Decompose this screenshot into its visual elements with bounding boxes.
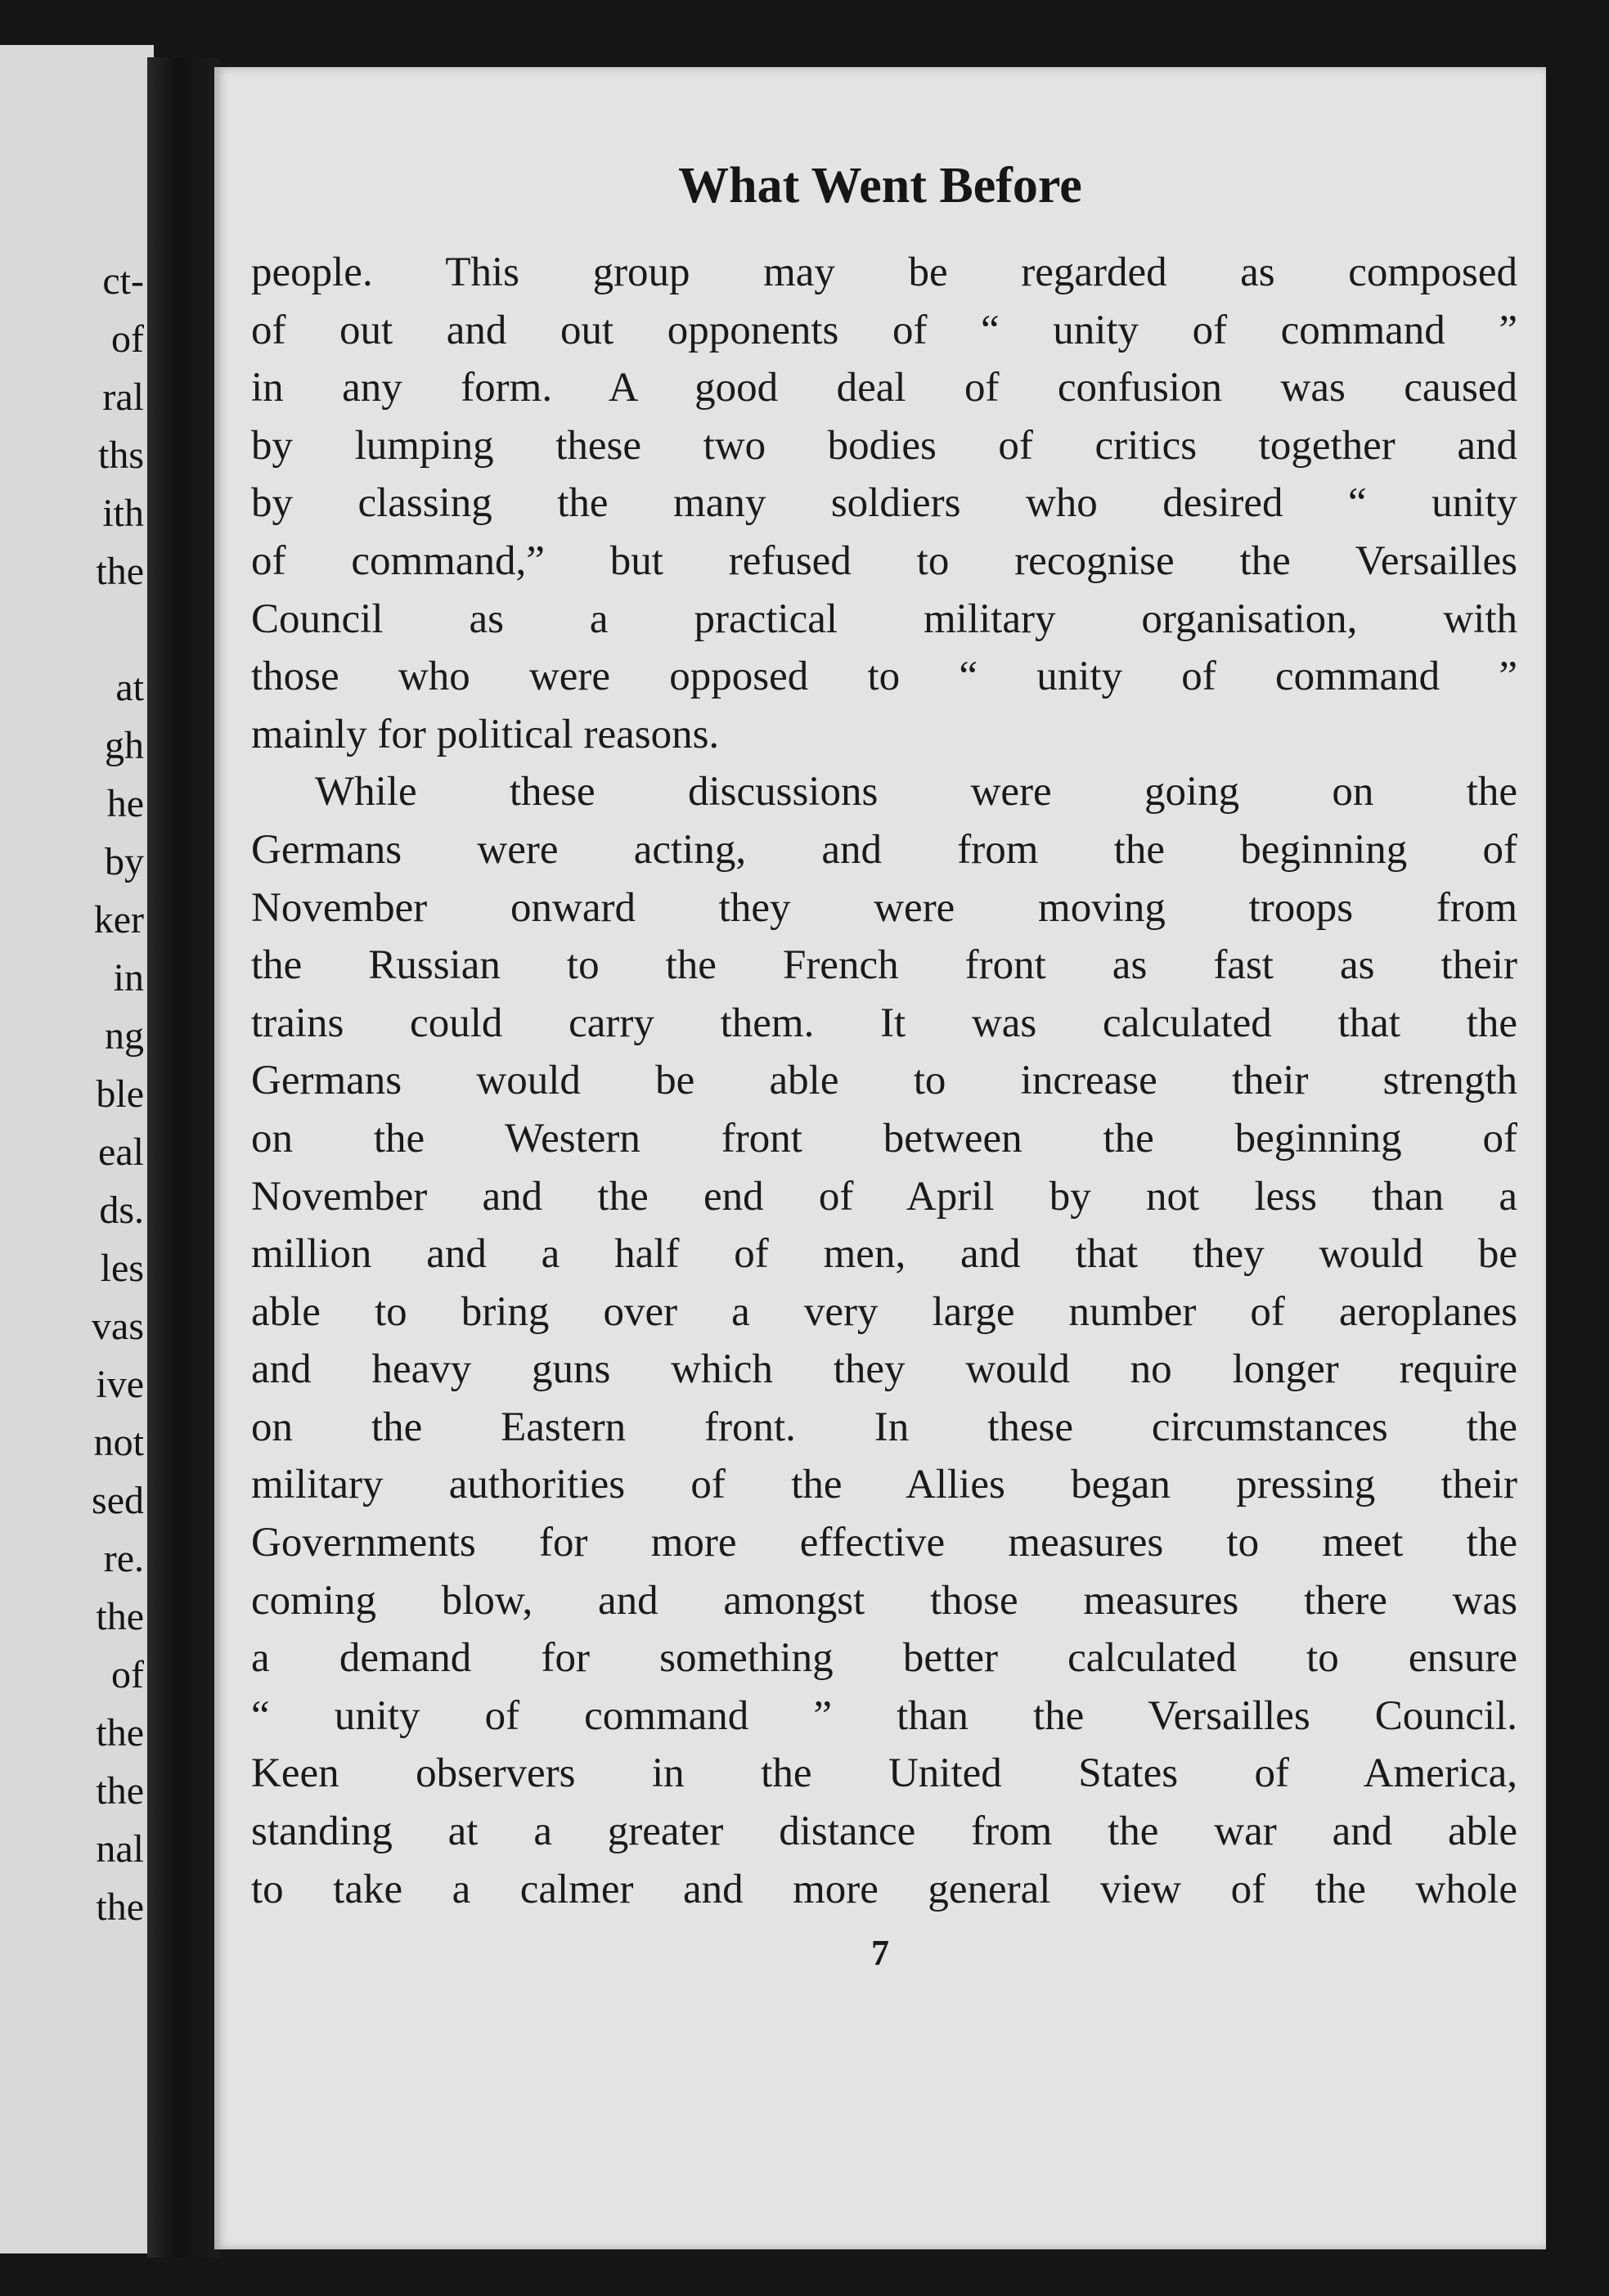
left-page-fragment: ths [97,434,144,477]
text-line: Germans were acting, and from the beginning of [251,826,1517,873]
left-page-fragment: sed [92,1479,144,1522]
text-line: in any form. A good deal of confusion was caused [251,365,1517,411]
text-line: on the Eastern front. In these circumstances the [251,1404,1517,1450]
book-gutter [147,57,219,2258]
left-page-fragment: eal [98,1130,144,1174]
left-page-fragment: re. [103,1537,144,1580]
text-line: people. This group may be regarded as composed [251,249,1517,295]
left-page-fragment: ng [105,1014,144,1058]
left-page-fragment: les [100,1247,144,1290]
text-line: trains could carry them. It was calculated that the [251,1000,1517,1046]
text-line: Germans would be able to increase their strength [251,1058,1517,1104]
left-page-fragment: the [96,1595,144,1638]
left-page-fragment: ds. [99,1188,144,1232]
text-line: standing at a greater distance from the war and able [251,1808,1517,1855]
text-line: November and the end of April by not less than a [251,1173,1517,1220]
left-page-fragment: ct- [102,259,144,303]
left-page-fragment: ble [96,1072,144,1116]
left-page-fragment: ral [102,375,144,419]
left-page-fragment: gh [105,724,144,767]
left-page-fragment: at [115,666,144,709]
text-line: a demand for something better calculated to ensure [251,1635,1517,1682]
right-edge-shadow [1546,57,1609,2266]
text-line: able to bring over a very large number of aeroplanes [251,1288,1517,1335]
text-line: by classing the many soldiers who desired “ unity [251,480,1517,527]
left-page-fragment: by [105,840,144,883]
left-facing-page [0,45,154,2253]
text-line: to take a calmer and more general view of the whole [251,1866,1517,1912]
text-line: coming blow, and amongst those measures there was [251,1577,1517,1624]
left-page-fragment: ith [102,492,144,535]
text-line: November onward they were moving troops from [251,884,1517,931]
text-line: of out and out opponents of “ unity of command ” [251,307,1517,353]
text-line: of command,” but refused to recognise the Versailles [251,537,1517,584]
body-text [251,244,1517,1918]
left-page-fragment: ker [93,898,144,941]
left-page-fragment: the [96,1711,144,1755]
text-line: Keen observers in the United States of America, [251,1750,1517,1797]
book-page [214,67,1546,2249]
left-page-fragment: nal [96,1827,144,1871]
left-page-fragment: of [111,317,144,361]
text-line: Council as a practical military organisation, with [251,595,1517,642]
text-line: mainly for political reasons. [251,711,720,757]
text-line: by lumping these two bodies of critics together and [251,422,1517,469]
text-line: and heavy guns which they would no longer require [251,1346,1517,1393]
left-page-fragment: he [106,782,144,825]
page-number: 7 [871,1933,889,1973]
text-line: million and a half of men, and that they would be [251,1231,1517,1278]
left-page-fragment: the [96,1769,144,1813]
left-page-fragment: in [113,956,144,1000]
text-line: “ unity of command ” than the Versailles Council. [251,1692,1517,1739]
left-page-fragment: of [111,1653,144,1696]
text-line: Governments for more effective measures to meet the [251,1520,1517,1566]
text-line: military authorities of the Allies began pressing their [251,1462,1517,1508]
text-line: the Russian to the French front as fast as their [251,942,1517,989]
left-page-fragment: the [96,1885,144,1929]
left-page-fragment: ive [96,1363,144,1406]
left-page-fragment: not [93,1421,144,1464]
text-line: While these discussions were going on the [315,769,1517,816]
text-line: on the Western front between the beginning of [251,1115,1517,1161]
left-page-fragment: vas [92,1305,144,1348]
page-title: What Went Before [678,158,1082,213]
text-line: those who were opposed to “ unity of command ” [251,654,1517,700]
left-page-fragment: the [96,550,144,593]
